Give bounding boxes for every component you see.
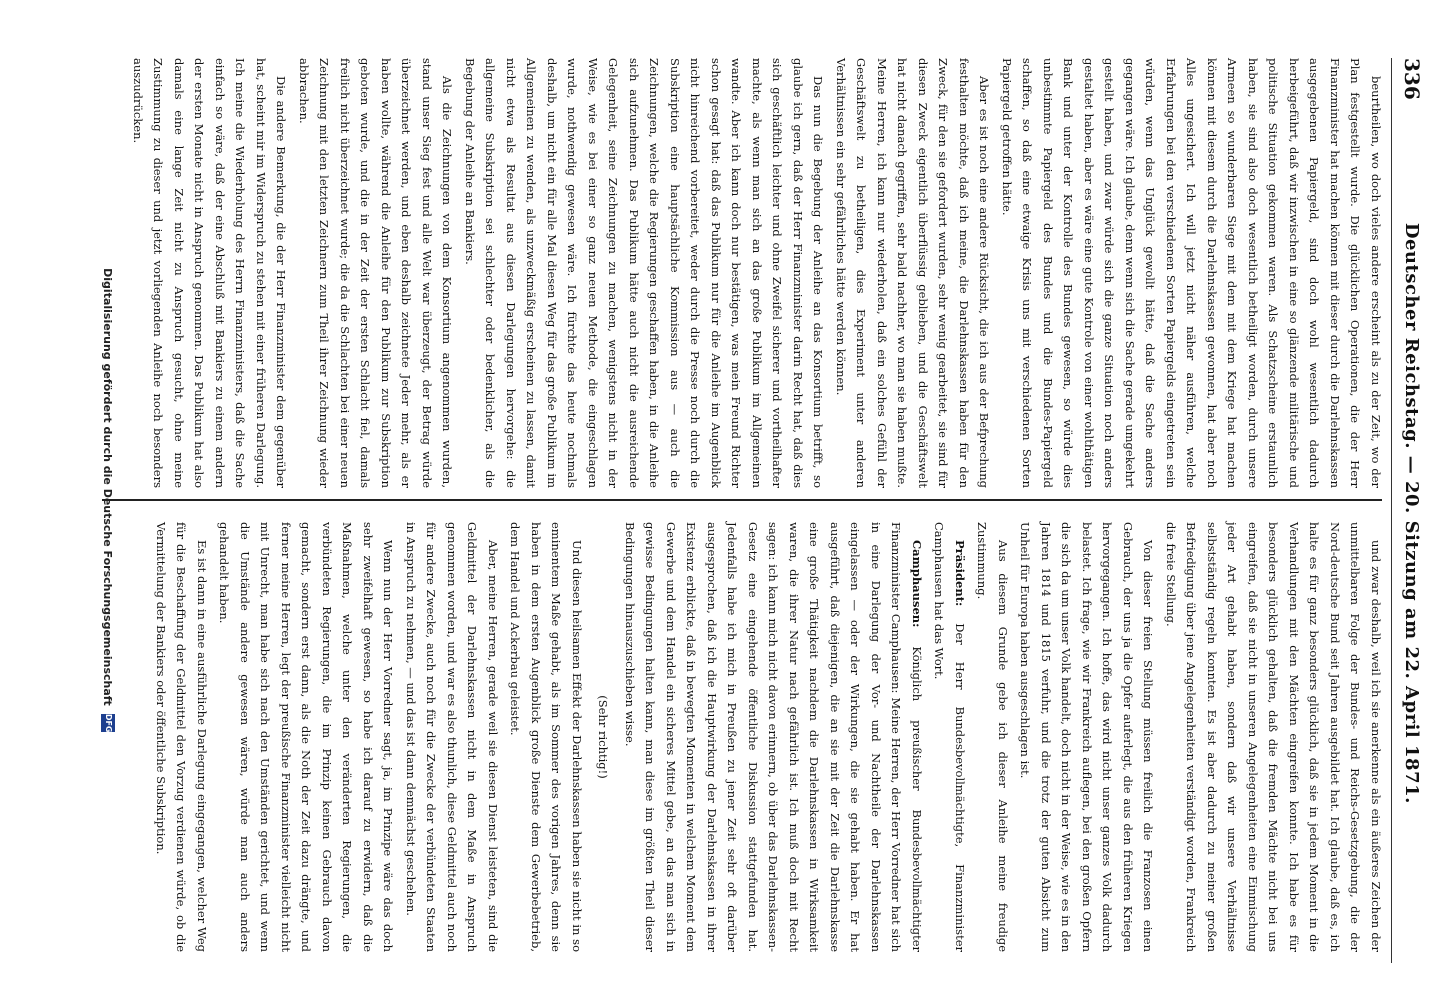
footer-text: Digitalisierung gefördert durch die Deutsche Forschungsgemeinschaft <box>101 268 115 706</box>
page-title: Deutscher Reichstag. — 20. Sitzung am 22. April 1871. <box>1401 222 1423 804</box>
right-column <box>149 522 1387 952</box>
paragraph: Aus diesem Grunde gebe ich dieser Anleihe meine freudige Zustimmung. <box>975 522 1010 952</box>
left-column <box>126 58 1387 488</box>
paragraph: Von dieser freien Stellung müssen freilich die Franzosen einen Gebrauch, der uns ja die Opfer auferlegt, die aus den früheren Kriegen hervorgegangen. Ich hoffe, das wird nicht unser ganzes Volk dadurch belastet. Ich frage, wie wir Frankreich auflegen, bei den großen Opfern die sich da um unser Volk handelt, doch nicht in der Weise, wie es in den Jahren 1814 und 1815 verfuhr, und die trotz der guten Absicht zum Unheil für Europa haben ausgeschlagen ist. <box>1018 522 1156 952</box>
digitization-footer <box>94 0 122 1000</box>
paragraph: beurtheilen, wo doch vieles andere erscheint als zu der Zeit, wo der Plan festgestellt wurde. Die glücklichen Operationen, die der Herr Finanzminister hat machen können mit dieser durch die Darlehnskassen ausgegebenen Papiergeld, sind doch wohl wesentlich dadurch herbeigeführt, daß wir inzwischen in eine so glänzende militärische und politische Situation gekommen waren. Als Schatzscheine erstaunlich haben, sie sind also doch wesentlich betheiligt worden, durch unsere Armeen so wunderbaren Siege mit dem mit dem Kriege hat machen können mit diesem durch die Darlehnskassen gewonnen, hat aber noch Alles ungesichert. Ich will jetzt nicht näher ausführen, welche Erfahrungen bei den verschiedenen Sorten Papiergelds eingetreten sein würden, wenn das Unglück gewollt hätte, daß die Sache anders gegangen wäre. Ich glaube, denn wenn sich die Sache gerade umgekehrt gestellt haben, und zwar würde sich die ganze Situation noch anders gestaltet haben, aber es wäre eine gute Kontrole von einer wohlthätigen Bank und unter der Kontrolle des Bundes gewesen, so würde dies unbestimmte Papiergeld des Bundes und die Bundes-Papiergeld schaffen, so daß eine etwaige Krisis uns mit verschiedenen Sorten Papiergeld getroffen hätte. <box>1000 58 1383 488</box>
paragraph: Die andere Bemerkung, die der Herr Finanzminister dem gegenüber hat, scheint mir im Widerspruch zu stehen mit einer früheren Darlegung. Ich meine die Wiederholung des Herrn Finanzministers, daß die Sache einfach so wäre, daß der eine Abschluß mit Bankiers zu einem andern der ersten Monate nicht in Anspruch genommen. Das Publikum hat also damals eine lange Zeit nicht zu Anspruch gesucht, ohne meine Zustimmung zu dieser und jetzt vorliegenden Anleihe noch besonders auszudrücken. <box>131 58 289 488</box>
speaker-text: Königlich preußischer Bundesbevollmächtigter Finanzminister Camphausen: Meine Herren, der Herr Vorredner hat sich in eine Darlegung der Vor- und Nachtheile der Darlehnskassen eingelassen — oder der Wirkungen, die sie gehabt haben. Er hat ausgeführt, daß diejenigen, die an sie mit der Zeit die Darlehnskasse eine große Thätigkeit nachdem die Darlehnskassen in Wirksamkeit waren, die ihrer Natur nach gefährlich ist. Ich muß doch mit Recht sagen: ich kann mich nicht davon erinnern, ob über das Darlehnskassen-Gesetz eine eingehende öffentliche Diskussion stattgefunden hat. Jedenfalls habe ich mich in Preußen zu jener Zeit sehr oft darüber ausgesprochen, daß ich die Hauptwirkung der Darlehnskassen in ihrer Existenz erblickte, daß in bewegten Momenten in welchem Moment dem Gewerbe und dem Handel ein sicheres Mittel gebe, an das man sich in gewisse Bedingungen halten kann, man diese im größten Theil dieser Bedingungen hinauszuschieben wisse. <box>623 522 924 952</box>
paragraph: und zwar deshalb, weil ich sie anerkenne als ein äußeres Zeichen der unmittelbaren Folge der Bundes- und Reichs-Gesetzgebung, die der Nord-deutsche Bund seit Jahren ausgebildet hat. Ich glaube, daß es, ich halte es für ganz besonders glücklich, daß sie in jedem Moment in die Verhandlungen mit den Mächten eingreifen konnte. Ich habe es für besonders glücklich gehalten, daß die fremden Mächte nicht bei uns eingreifen, daß sie nicht in unseren Angelegenheiten eine Einmischung jeder Art gehabt haben, sondern daß wir unsere Verhältnisse selbstständig regeln konnten. Es ist aber dadurch zu meiner großen Befriedigung über jene Angelegenheiten verständigt worden, Frankreich die freie Stellung. <box>1164 522 1383 952</box>
paragraph: Als die Zeichnungen von dem Konsortium angenommen wurden, stand unser Sieg fest und alle Welt war überzeugt, der Betrag würde überzeichnet werden, und eben deshalb zeichnete Jeder mehr, als er haben wollte, während die Anleihe für den Publikum zur Subskription geboten wurde, und die in der Zeit der ersten Schlacht fiel, damals freilich nicht überzeichnet wurde; die da die Schlachten bei einer neuen Zeichnung mit den letzten Zeichnern zum Theil ihrer Zeichnung wieder abbrachen. <box>297 58 455 488</box>
speaker-label: Camphausen: <box>910 540 924 628</box>
applause-note: (Sehr richtig!) <box>596 695 611 779</box>
president-paragraph <box>929 522 970 952</box>
paragraph: Das nun die Begebung der Anleihe an das Konsortium betrifft, so glaube ich gern, daß der Herr Finanzminister darin Recht hat, daß dies sich geschäftlich leichter und ohne Zweifel sicherer und vortheilhafter machte, als wenn man sich an das große Publikum im Allgemeinen wandte. Aber ich kann doch nur bestätigen, was mein Freund Richter schon gesagt hat: daß das Publikum nur für die Anleihe im Augenblick nicht hinreichend vorbereitet, weder durch die Presse noch durch die Subskription eine hauptsächliche Kommission aus — auch die Zeichnungen, welche die Regierungen geschaffen haben, in die Anleihe sich aufzunehmen. Das Publikum hätte auch nicht die ausreichende Gelegenheit, seine Zeichnungen zu machen, wenigstens nicht in der Weise, wie es bei einer so ganz neuen Methode, die eingeschlagen wurde, nothwendig gewesen wäre. Ich fürchte das heute nochmals deshalb, um nicht ein für alle Mal diesen Weg für das große Publikum im Allgemeinen zu wenden, als unzweckmäßig erscheinen zu lassen, damit nicht etwa als Resultat aus diesen Darlegungen hervorgehe: die allgemeine Subskription sei schlechter oder bedenklicher, als die Begebung der Anleihe an Bankiers. <box>463 58 826 488</box>
page-number: 336 <box>1400 58 1424 100</box>
paragraph: Aber, meine Herren, gerade weil sie diesen Dienst leisteten, sind die Geldmittel der Darlehnskassen nicht in dem Maße in Anspruch genommen worden, und war es also thunlich, diese Geldmittel auch noch für andere Zwecke, auch noch für die Zwecke der verbündeten Staaten in Anspruch zu nehmen, — und das ist dann demnächst geschehen. <box>404 522 500 952</box>
paragraph: Und diesen heilsamen Effekt der Darlehnskassen haben sie nicht in so eminentem Maße gehabt, als im Sommer des vorigen Jahres, denn sie haben in dem ersten Augenblick große Dienste dem Gewerbebetrieb, dem Handel und Ackerbau geleistet. <box>508 522 584 952</box>
paragraph: Aber es ist noch eine andere Rücksicht, die ich aus der Befprechung festhalten möchte, daß ich meine, die Darlehnskassen haben für den Zweck, für den sie gefordert wurden, sehr wenig gearbeitet, sie sind für diesen Zweck eigentlich überflüssig geblieben, und die Geschäftswelt hat nicht danach gegriffen, sehr bald nachher, wo man sie haben mußte. Meine Herren, ich kann nur wiederholen, daß ein solches Gefühl der Geschäftswelt zu betheiligen, dies Experiment unter anderen Verhältnissen ein sehr gefährliches hätte werden können. <box>834 58 992 488</box>
rotated-page <box>92 0 1432 1000</box>
paragraph: Wenn nun der Herr Vorredner sagt, ja, im Prinzipe wäre das doch sehr zweifelhaft gewesen, so habe ich darauf zu erwidern, daß die Maßnahmen, welche unter den veränderten Regierungen, die verbündeten Regierungen, die im Prinzip keinen Gebrauch davon gemacht, sondern erst dann, als die Noth der Zeit dazu drängte, und ferner meine Herren, legt der preußische Finanzminister vielleicht nicht mit Unrecht, man habe sich nach den Umständen gerichtet, und wenn die Umstände andere gewesen wären, würde man auch anders gehandelt haben. <box>217 522 396 952</box>
president-text: Der Herr Bundesbevollmächtigte, Finanzminister Camphausen hat das Wort. <box>932 522 967 953</box>
speaker-paragraph <box>620 522 928 952</box>
president-label: Präsident: <box>953 540 967 607</box>
page-header <box>1391 58 1432 963</box>
paragraph: Es ist dann in eine ausführliche Darlegung eingegangen, welcher Weg für die Beschaffung der Geldmittel den Vorzug verdienen würde, ob die Vermittelung der Bankiers oder öffentliche Subskription. <box>154 522 209 952</box>
dfg-logo-icon: DFG <box>101 714 115 732</box>
column-divider <box>102 499 1382 501</box>
